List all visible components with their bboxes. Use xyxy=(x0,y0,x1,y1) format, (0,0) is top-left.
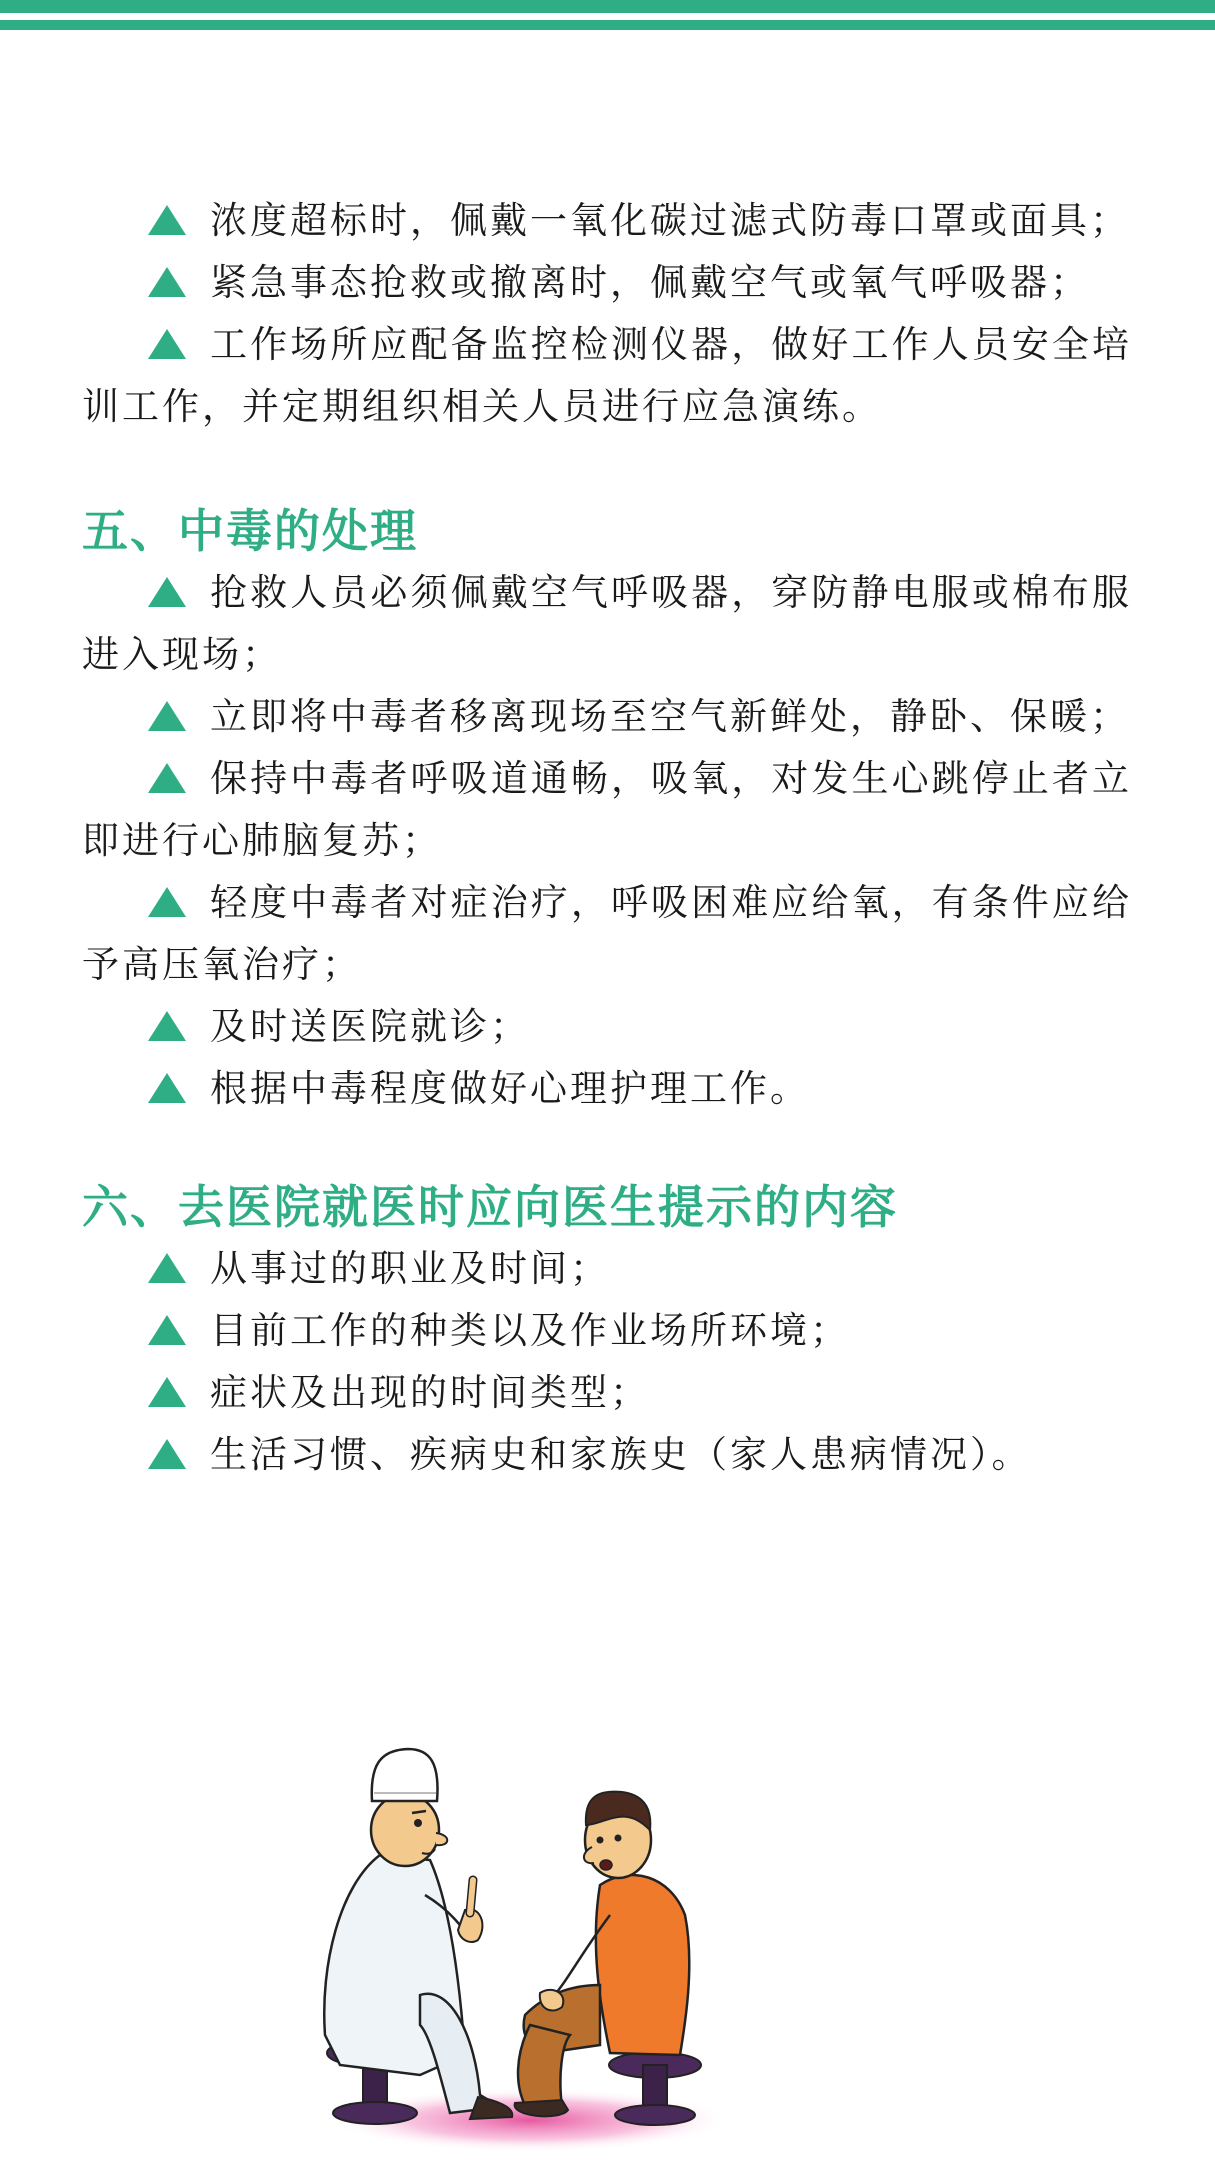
list-item: 轻度中毒者对症治疗，呼吸困难应给氧，有条件应给予高压氧治疗； xyxy=(82,881,1132,986)
triangle-bullet-icon xyxy=(148,763,186,793)
triangle-bullet-icon xyxy=(148,1011,186,1041)
list-item: 生活习惯、疾病史和家族史（家人患病情况）。 xyxy=(82,1424,1132,1486)
triangle-bullet-icon xyxy=(148,1377,186,1407)
list-item: 工作场所应配备监控检测仪器，做好工作人员安全培训工作，并定期组织相关人员进行应急演练。 xyxy=(82,323,1132,428)
list-item: 浓度超标时，佩戴一氧化碳过滤式防毒口罩或面具； xyxy=(82,190,1132,252)
doctor-patient-illustration xyxy=(300,1735,760,2155)
list-item: 根据中毒程度做好心理护理工作。 xyxy=(82,1058,1132,1120)
list-item: 紧急事态抢救或撤离时，佩戴空气或氧气呼吸器； xyxy=(82,252,1132,314)
triangle-bullet-icon xyxy=(148,701,186,731)
list-item: 保持中毒者呼吸道通畅，吸氧，对发生心跳停止者立即进行心肺脑复苏； xyxy=(82,757,1132,862)
list-item: 从事过的职业及时间； xyxy=(82,1238,1132,1300)
patient-stool xyxy=(609,2052,701,2125)
triangle-bullet-icon xyxy=(148,887,186,917)
triangle-bullet-icon xyxy=(148,329,186,359)
triangle-bullet-icon xyxy=(148,1315,186,1345)
doctor-figure xyxy=(324,1749,512,2119)
triangle-bullet-icon xyxy=(148,1073,186,1103)
triangle-bullet-icon xyxy=(148,1253,186,1283)
list-item: 目前工作的种类以及作业场所环境； xyxy=(82,1300,1132,1362)
list-item: 立即将中毒者移离现场至空气新鲜处，静卧、保暖； xyxy=(82,686,1132,748)
list-item: 及时送医院就诊； xyxy=(82,996,1132,1058)
section-heading-poisoning-treatment: 五、中毒的处理 xyxy=(82,504,418,558)
triangle-bullet-icon xyxy=(148,267,186,297)
document-body xyxy=(82,190,1132,1486)
list-item: 抢救人员必须佩戴空气呼吸器，穿防静电服或棉布服进入现场； xyxy=(82,571,1132,676)
triangle-bullet-icon xyxy=(148,205,186,235)
list-item: 症状及出现的时间类型； xyxy=(82,1362,1132,1424)
top-stripe xyxy=(0,0,1215,13)
triangle-bullet-icon xyxy=(148,577,186,607)
top-stripe-thin xyxy=(0,20,1215,30)
triangle-bullet-icon xyxy=(148,1439,186,1469)
section-heading-doctor-info: 六、去医院就医时应向医生提示的内容 xyxy=(82,1180,898,1234)
